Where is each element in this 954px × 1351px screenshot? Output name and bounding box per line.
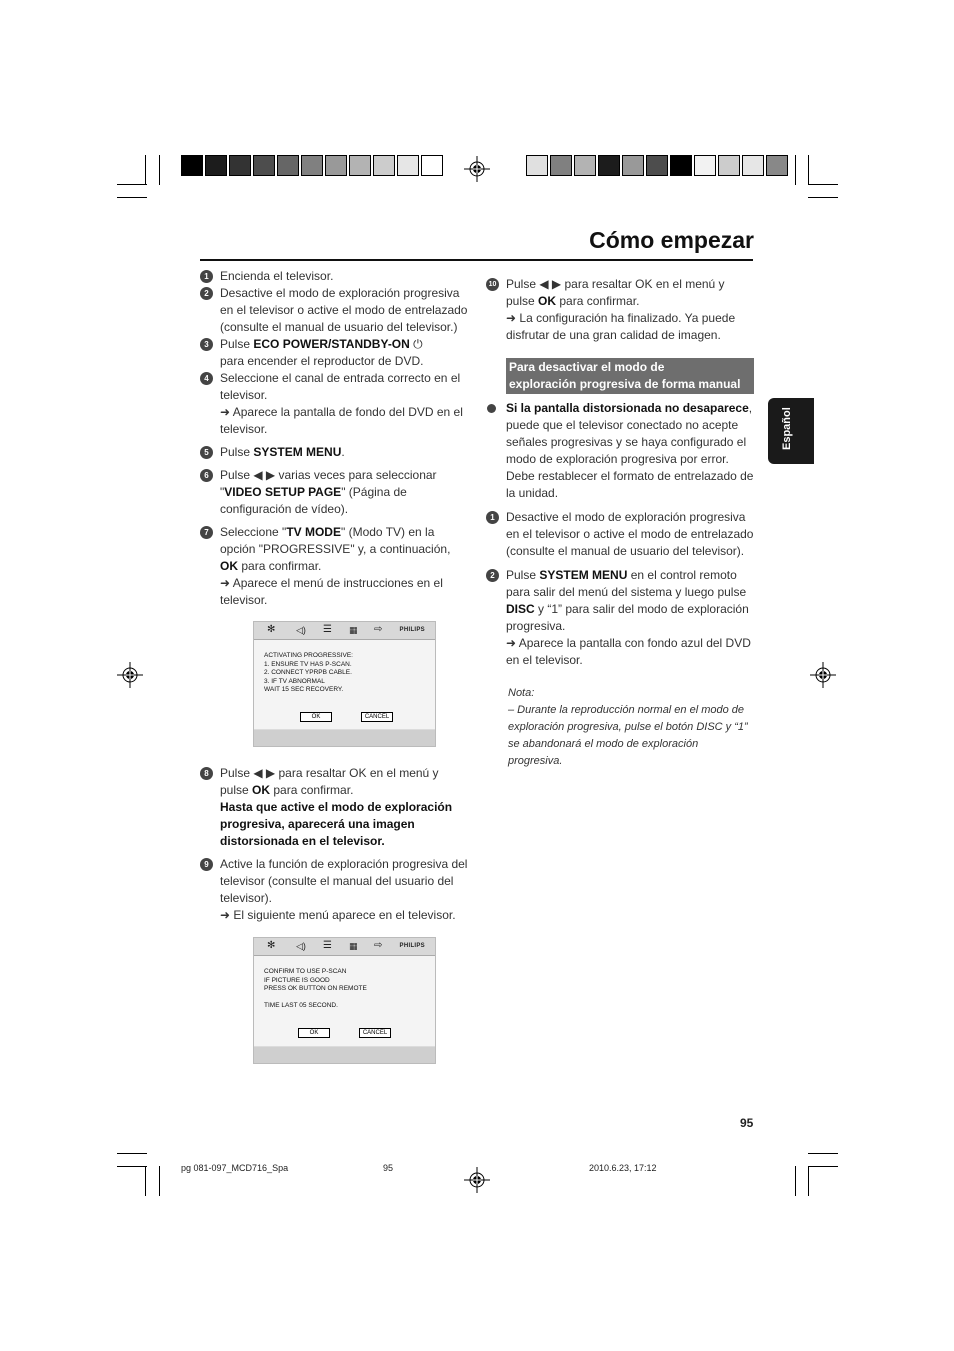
language-tab [768, 398, 814, 464]
step-9: 9 Active la función de exploración progresiva del televisor (consulte el manual del usuario del televisor). ➜ El siguiente menú aparece en el televisor. [200, 856, 468, 924]
calibration-swatch [670, 155, 692, 176]
page-title: Cómo empezar [589, 227, 754, 253]
footer-date: 2010.6.23, 17:12 [589, 1163, 657, 1173]
ok-button[interactable]: OK [300, 712, 332, 722]
calibration-swatch [253, 155, 275, 176]
exit-icon: ⇨ [374, 940, 383, 951]
right-step-2: 2 Pulse SYSTEM MENU en el control remoto para salir del menú del sistema y luego pulse DISC y “1” para salir del modo de exploración progresiva. ➜ Aparece la pantalla con fondo azul del DVD en el televisor. [486, 567, 754, 669]
list-icon: ☰ [323, 624, 332, 635]
calibration-swatch [373, 155, 395, 176]
settings-icon: ✻ [267, 624, 276, 635]
crop-mark [159, 1166, 160, 1196]
crop-mark [808, 1166, 809, 1196]
arrow-icon: ➜ [220, 405, 231, 419]
brand-logo: PHILIPS [399, 943, 425, 949]
menu-message: ACTIVATING PROGRESSIVE: 1. ENSURE TV HAS P-SCAN. 2. CONNECT YPRPB CABLE. 3. IF TV ABNORMAL WAIT 15 SEC RECOVERY. [264, 652, 353, 693]
arrow-icon: ➜ [220, 908, 231, 922]
calibration-swatch [646, 155, 668, 176]
menu-message: CONFIRM TO USE P-SCAN IF PICTURE IS GOOD PRESS OK BUTTON ON REMOTE TIME LAST 05 SECOND. [264, 968, 367, 1009]
right-column [486, 276, 754, 770]
calibration-swatch [526, 155, 548, 176]
page-number: 95 [740, 1116, 754, 1130]
note [508, 685, 754, 770]
step-2: 2 Desactive el modo de exploración progresiva en el televisor o active el modo de entrelazado (consulte el manual de usuario del televisor.) [200, 285, 468, 336]
crop-mark [117, 1153, 147, 1154]
crop-mark [808, 184, 838, 185]
settings-icon: ✻ [267, 940, 276, 951]
step-8: 8 Pulse ◀ ▶ para resaltar OK en el menú y pulse OK para confirmar. Hasta que active el modo de exploración progresiva, aparecerá una imagen distorsionada en el televisor. [200, 765, 468, 850]
calibration-swatch [550, 155, 572, 176]
step-6: 6 Pulse ◀ ▶ varias veces para seleccionar "VIDEO SETUP PAGE" (Página de configuración de vídeo). [200, 467, 468, 518]
brand-logo: PHILIPS [399, 627, 425, 633]
crop-mark [808, 1166, 838, 1167]
crop-mark [808, 155, 809, 185]
left-column-lower [200, 765, 468, 924]
left-column [200, 268, 468, 609]
calibration-swatch [181, 155, 203, 176]
grid-icon: ▦ [349, 941, 358, 951]
section-heading: Para desactivar el modo de exploración progresiva de forma manual [506, 358, 754, 394]
crop-mark [808, 1153, 838, 1154]
crop-mark [117, 197, 147, 198]
menu-footer [254, 1047, 435, 1063]
power-icon: ⏻ [413, 337, 423, 351]
exit-icon: ⇨ [374, 624, 383, 635]
crop-mark [145, 1166, 146, 1196]
crop-mark [159, 155, 160, 185]
arrow-icon: ➜ [506, 311, 517, 325]
step-3: 3 Pulse ECO POWER/STANDBY-ON ⏻ para encender el reproductor de DVD. [200, 336, 468, 370]
grid-icon: ▦ [349, 625, 358, 635]
registration-mark-icon [117, 662, 143, 688]
calibration-swatch [397, 155, 419, 176]
menu-body [254, 640, 435, 729]
calibration-swatch [349, 155, 371, 176]
calibration-swatch [598, 155, 620, 176]
calibration-swatch [742, 155, 764, 176]
language-tab-label: Español [781, 407, 793, 450]
calibration-swatch [205, 155, 227, 176]
registration-mark-icon [464, 1167, 490, 1193]
footer-file: pg 081-097_MCD716_Spa [181, 1163, 289, 1173]
list-icon: ☰ [323, 940, 332, 951]
speaker-icon: ◁) [296, 625, 306, 635]
calibration-swatch [694, 155, 716, 176]
crop-mark [145, 155, 146, 185]
ok-button[interactable]: OK [298, 1028, 330, 1038]
calibration-swatch [718, 155, 740, 176]
footer-page: 95 [383, 1163, 394, 1173]
calibration-bars-right [526, 155, 790, 176]
menu-icon-bar [254, 622, 435, 640]
calibration-swatch [277, 155, 299, 176]
menu-body [254, 956, 435, 1046]
step-1: 1 Encienda el televisor. [200, 268, 468, 285]
calibration-swatch [301, 155, 323, 176]
crop-mark [795, 155, 796, 185]
cancel-button[interactable]: CANCEL [359, 1028, 391, 1038]
cancel-button[interactable]: CANCEL [361, 712, 393, 722]
step-10: 10 Pulse ◀ ▶ para resaltar OK en el menú y pulse OK para confirmar. ➜ La configuración ha finalizado. Ya puede disfrutar de una gran calidad de imagen. [486, 276, 754, 344]
step-5: 5 Pulse SYSTEM MENU. [200, 444, 468, 461]
tv-menu-screen-1 [253, 621, 436, 747]
calibration-swatch [574, 155, 596, 176]
right-step-1: 1 Desactive el modo de exploración progresiva en el televisor o active el modo de entrelazado (consulte el manual de usuario del televisor). [486, 509, 754, 560]
bullet-distorted: Si la pantalla distorsionada no desaparece, puede que el televisor conectado no acepte señales progresivas y se haya configurado el modo de exploración progresiva por error. Debe restablecer el formato de entrelazado de la unidad. [486, 400, 754, 502]
calibration-swatch [421, 155, 443, 176]
menu-footer [254, 730, 435, 746]
crop-mark [117, 184, 147, 185]
note-label: Nota: [508, 687, 535, 699]
speaker-icon: ◁) [296, 941, 306, 951]
step-4: 4 Seleccione el canal de entrada correcto en el televisor. ➜ Aparece la pantalla de fondo del DVD en el televisor. [200, 370, 468, 438]
calibration-swatch [229, 155, 251, 176]
tv-menu-screen-2 [253, 937, 436, 1064]
note-text: – Durante la reproducción normal en el modo de exploración progresiva, pulse el botón DISC y “1” se abandonará el modo de exploración progresiva. [508, 704, 748, 767]
calibration-swatch [622, 155, 644, 176]
crop-mark [117, 1166, 147, 1167]
crop-mark [808, 197, 838, 198]
calibration-swatch [325, 155, 347, 176]
registration-mark-icon [810, 662, 836, 688]
crop-mark [795, 1166, 796, 1196]
calibration-swatch [766, 155, 788, 176]
step-7: 7 Seleccione "TV MODE" (Modo TV) en la opción "PROGRESSIVE" y, a continuación, OK para confirmar. ➜ Aparece el menú de instrucciones en el televisor. [200, 524, 468, 609]
arrow-icon: ➜ [220, 576, 231, 590]
calibration-bars-left [181, 155, 445, 176]
title-rule [200, 259, 753, 261]
menu-icon-bar [254, 938, 435, 956]
arrow-icon: ➜ [506, 636, 517, 650]
registration-mark-icon [464, 156, 490, 182]
